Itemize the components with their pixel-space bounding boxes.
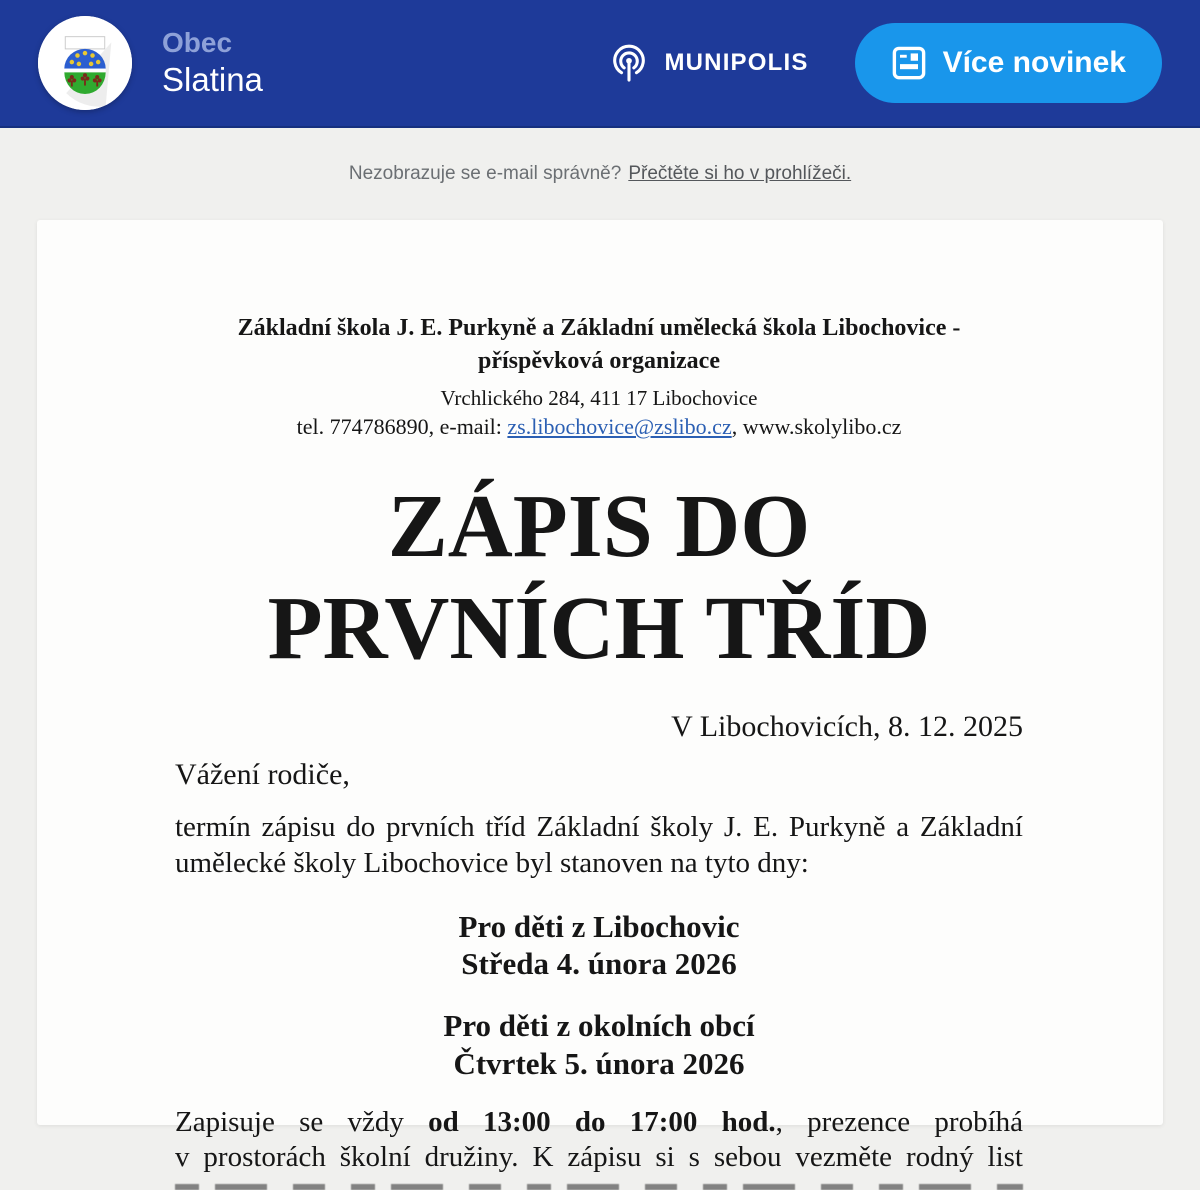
closing-lead: Zapisuje se vždy bbox=[175, 1105, 404, 1138]
view-in-browser-text: Nezobrazuje se e-mail správně? bbox=[348, 163, 622, 184]
closing-rest: , prezence probíhá bbox=[775, 1105, 1024, 1138]
enrollment-slot-libochovice bbox=[175, 908, 1023, 984]
salutation: Vážení rodiče, bbox=[175, 757, 350, 791]
school-name-line2: příspěvková organizace bbox=[478, 348, 720, 375]
contact-suffix: , www.skolylibo.cz bbox=[731, 414, 902, 440]
slot-date: Středa 4. února 2026 bbox=[461, 946, 737, 982]
more-news-label: Více novinek bbox=[942, 46, 1126, 79]
org-prefix: Obec bbox=[162, 26, 233, 58]
school-email-link[interactable]: zs.libochovice@zslibo.cz bbox=[507, 414, 732, 440]
school-name bbox=[175, 312, 1023, 378]
slot-title: Pro děti z okolních obcí bbox=[443, 1008, 755, 1044]
slot-title: Pro děti z Libochovic bbox=[458, 908, 740, 944]
municipality-logo bbox=[38, 16, 132, 110]
school-name-line1: Základní škola J. E. Purkyně a Základní umělecká škola Libochovice - bbox=[237, 315, 961, 341]
broadcast-icon bbox=[607, 41, 651, 85]
email-header bbox=[0, 0, 1200, 128]
letter-document bbox=[37, 220, 1163, 1173]
enrollment-slot-surrounding bbox=[175, 1007, 1023, 1083]
letter-title-line2: PRVNÍCH TŘÍD bbox=[267, 578, 931, 678]
munipolis-logo bbox=[607, 41, 808, 85]
letter-title bbox=[175, 476, 1023, 679]
more-news-button[interactable] bbox=[855, 23, 1162, 103]
letter-title-line1: ZÁPIS DO bbox=[387, 477, 811, 577]
cutoff-next-line bbox=[175, 1184, 1023, 1190]
newspaper-icon bbox=[891, 45, 927, 81]
view-in-browser-bar bbox=[0, 128, 1200, 220]
view-in-browser-link[interactable]: Přečtěte si ho v prohlížeči. bbox=[628, 163, 852, 184]
slatina-emblem-icon bbox=[38, 16, 132, 110]
closing-line1 bbox=[175, 1105, 1023, 1140]
intro-paragraph bbox=[175, 810, 1023, 882]
school-address: Vrchlického 284, 411 17 Libochovice bbox=[440, 386, 758, 411]
closing-hours: od 13:00 do 17:00 hod. bbox=[428, 1105, 776, 1138]
contact-prefix: tel. 774786890, e-mail: bbox=[296, 414, 508, 440]
closing-line2: v prostorách školní družiny. K zápisu si s sebou vezměte rodný list bbox=[175, 1140, 1023, 1173]
intro-line2: umělecké školy Libochovice byl stanoven na tyto dny: bbox=[175, 846, 809, 879]
munipolis-wordmark: MUNIPOLIS bbox=[664, 49, 809, 76]
slot-date: Čtvrtek 5. února 2026 bbox=[453, 1045, 745, 1081]
intro-line1: termín zápisu do prvních tříd Základní školy J. E. Purkyně a Základní bbox=[175, 810, 1023, 843]
school-contact-line bbox=[175, 414, 1023, 440]
closing-paragraph bbox=[175, 1105, 1023, 1190]
organization-title bbox=[162, 27, 263, 99]
org-name: Slatina bbox=[162, 61, 263, 99]
dateline: V Libochovicích, 8. 12. 2025 bbox=[671, 709, 1023, 743]
